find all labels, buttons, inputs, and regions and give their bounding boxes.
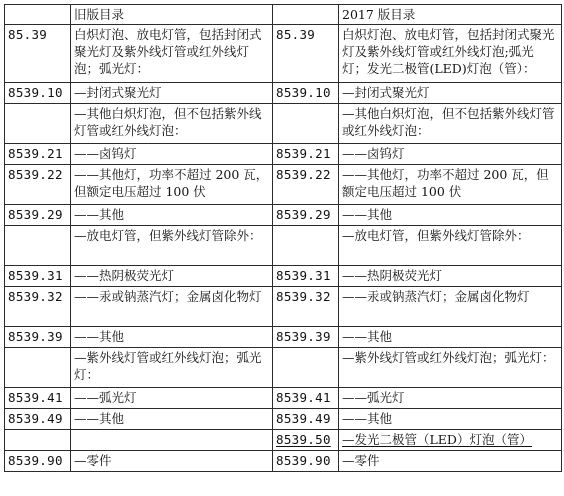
old-description: ——其他 (71, 409, 273, 430)
old-description: —其他白炽灯泡，但不包括紫外线灯管或红外线灯泡： (71, 104, 273, 144)
new-description: ——其他 (339, 409, 562, 430)
new-description: ——卤钨灯 (339, 144, 562, 165)
table-row (5, 266, 562, 287)
old-description: 白炽灯泡、放电灯管，包括封闭式聚光灯及紫外线灯管或红外线灯泡；弧光灯： (71, 25, 273, 83)
old-description: ——汞或钠蒸汽灯；金属卤化物灯 (71, 287, 273, 327)
old-code: 8539.21 (5, 144, 71, 165)
table-row (5, 104, 562, 144)
old-code (5, 430, 71, 451)
table-row (5, 287, 562, 327)
old-description: —封闭式聚光灯 (71, 83, 273, 104)
header-old-code-cell (5, 5, 71, 25)
new-code: 8539.90 (273, 451, 339, 472)
new-code: 8539.32 (273, 287, 339, 327)
new-code: 8539.49 (273, 409, 339, 430)
old-code (5, 104, 71, 144)
new-description: —紫外线灯管或红外线灯泡；弧光灯： (339, 348, 562, 388)
old-code: 8539.39 (5, 327, 71, 348)
new-description: ——汞或钠蒸汽灯；金属卤化物灯 (339, 287, 562, 327)
table-row (5, 327, 562, 348)
new-code: 85.39 (273, 25, 339, 83)
old-code: 8539.10 (5, 83, 71, 104)
header-old-title: 旧版目录 (71, 5, 273, 25)
old-code: 8539.49 (5, 409, 71, 430)
new-code: 8539.29 (273, 205, 339, 226)
old-code: 8539.29 (5, 205, 71, 226)
table-row (5, 226, 562, 266)
new-description: ——其他灯，功率不超过 200 瓦，但额定电压超过 100 伏 (339, 165, 562, 205)
old-description: ——弧光灯 (71, 388, 273, 409)
header-new-title: 2017 版目录 (339, 5, 562, 25)
old-description: ——卤钨灯 (71, 144, 273, 165)
new-code (273, 348, 339, 388)
table-row (5, 409, 562, 430)
old-code: 8539.32 (5, 287, 71, 327)
table-row (5, 451, 562, 472)
new-code: 8539.31 (273, 266, 339, 287)
old-code: 8539.90 (5, 451, 71, 472)
new-code: 8539.21 (273, 144, 339, 165)
table-row-new-item (5, 430, 562, 451)
old-code (5, 348, 71, 388)
old-code: 8539.41 (5, 388, 71, 409)
old-code: 8539.22 (5, 165, 71, 205)
new-description: 白炽灯泡、放电灯管，包括封闭式聚光灯及紫外线灯管或红外线灯泡;弧光灯；发光二极管(LED)灯泡（管）： (339, 25, 562, 83)
old-description: ——其他 (71, 327, 273, 348)
header-new-code-cell (273, 5, 339, 25)
new-code: 8539.39 (273, 327, 339, 348)
table-row (5, 25, 562, 83)
new-code (273, 226, 339, 266)
old-description: —零件 (71, 451, 273, 472)
new-code: 8539.10 (273, 83, 339, 104)
new-description: ——弧光灯 (339, 388, 562, 409)
old-description: ——热阴极荧光灯 (71, 266, 273, 287)
old-code (5, 226, 71, 266)
table-row (5, 83, 562, 104)
hs-code-comparison-table (4, 4, 562, 472)
new-description: ——其他 (339, 205, 562, 226)
old-code: 85.39 (5, 25, 71, 83)
new-description: —其他白炽灯泡，但不包括紫外线灯管或红外线灯泡： (339, 104, 562, 144)
new-description: ——热阴极荧光灯 (339, 266, 562, 287)
table-row (5, 388, 562, 409)
table-row (5, 348, 562, 388)
table-row (5, 205, 562, 226)
old-description: —放电灯管，但紫外线灯管除外： (71, 226, 273, 266)
new-description: —发光二极管（LED）灯泡（管） (339, 430, 562, 451)
new-code: 8539.22 (273, 165, 339, 205)
old-description: ——其他灯，功率不超过 200 瓦，但额定电压超过 100 伏 (71, 165, 273, 205)
old-description: —紫外线灯管或红外线灯泡；弧光灯： (71, 348, 273, 388)
table-row (5, 165, 562, 205)
new-description: ——其他 (339, 327, 562, 348)
new-code (273, 104, 339, 144)
header-row (5, 5, 562, 25)
old-code: 8539.31 (5, 266, 71, 287)
table-row (5, 144, 562, 165)
new-description: —零件 (339, 451, 562, 472)
old-description (71, 430, 273, 451)
new-description: —封闭式聚光灯 (339, 83, 562, 104)
new-code: 8539.41 (273, 388, 339, 409)
new-code: 8539.50 (273, 430, 339, 451)
new-description: —放电灯管，但紫外线灯管除外： (339, 226, 562, 266)
old-description: ——其他 (71, 205, 273, 226)
